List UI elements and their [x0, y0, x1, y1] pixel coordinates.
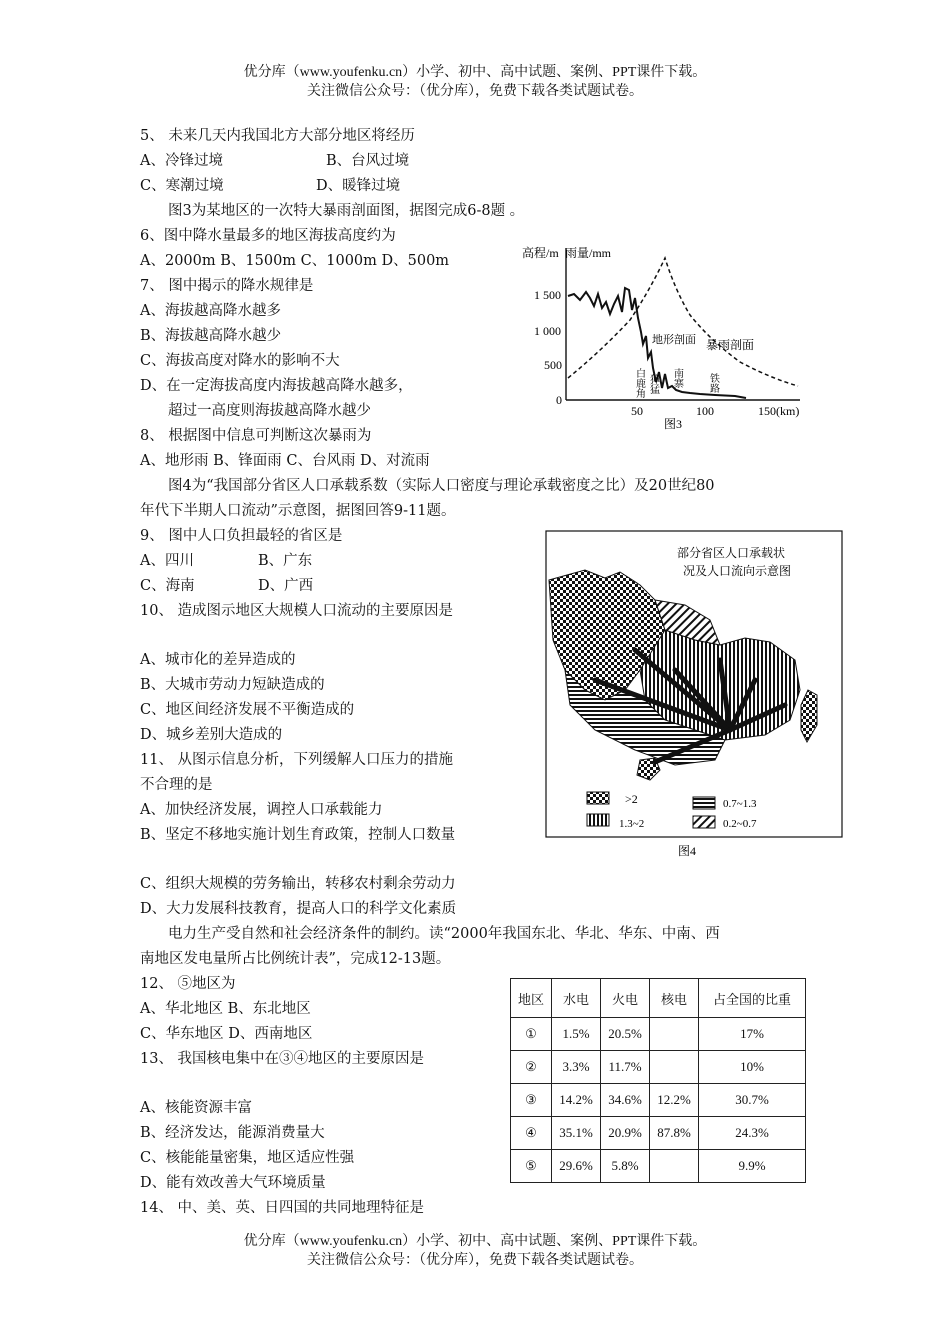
table-cell: ⑤ [511, 1150, 552, 1183]
q5-option-a: A、冷锋过境 [140, 153, 223, 169]
table-row [511, 1117, 806, 1150]
fig4-legend-swatch-1 [587, 792, 609, 804]
table-cell: ① [511, 1018, 552, 1051]
intro-9-11-line1: 图4为“我国部分省区人口承载系数（实际人口密度与理论承载密度之比）及20世纪80 [168, 478, 715, 494]
table-cell: 35.1% [552, 1117, 601, 1150]
header-line-1: 优分库（www.youfenku.cn）小学、初中、高中试题、案例、PPT课件下载。 [243, 65, 707, 80]
table-cell: 9.9% [699, 1150, 806, 1183]
q13-option-b: B、经济发达，能源消费量大 [140, 1125, 325, 1141]
fig4-legend-label-2: 0.7~1.3 [723, 798, 757, 810]
fig3-xtick-150: 150(km) [758, 404, 800, 418]
q7-stem: 7、 图中揭示的降水规律是 [140, 278, 314, 294]
fig3-ylabel-elevation: 高程/m [522, 246, 559, 260]
q11-option-a: A、加快经济发展，调控人口承载能力 [140, 802, 383, 818]
table-cell: ② [511, 1051, 552, 1084]
table-cell: ③ [511, 1084, 552, 1117]
header-line-2: 关注微信公众号：（优分库），免费下载各类试题试卷。 [307, 84, 643, 99]
q12-stem: 12、 ⑤地区为 [140, 976, 236, 992]
fig4-caption: 图4 [678, 844, 697, 858]
q11-option-c: C、组织大规模的劳务输出，转移农村剩余劳动力 [140, 876, 456, 892]
q9-option-a: A、四川 [140, 553, 194, 569]
table-cell: 10% [699, 1051, 806, 1084]
table-cell: 34.6% [601, 1084, 650, 1117]
q9-option-c: C、海南 [140, 578, 195, 594]
fig4-title-line1: 部分省区人口承载状 [677, 546, 786, 560]
q13-option-d: D、能有效改善大气环境质量 [140, 1175, 326, 1191]
fig3-xtick-50: 50 [631, 404, 643, 418]
table-header-cell: 火电 [601, 979, 650, 1018]
table-row [511, 1084, 806, 1117]
table-cell: 17% [699, 1018, 806, 1051]
table-cell: 14.2% [552, 1084, 601, 1117]
q8-stem: 8、 根据图中信息可判断这次暴雨为 [140, 428, 372, 444]
table-cell: 20.9% [601, 1117, 650, 1150]
fig3-caption: 图3 [664, 417, 683, 431]
q13-option-c: C、核能能量密集，地区适应性强 [140, 1150, 355, 1166]
footer-line-1: 优分库（www.youfenku.cn）小学、初中、高中试题、案例、PPT课件下载。 [243, 1234, 707, 1249]
q5-option-b: B、台风过境 [326, 153, 410, 169]
table-header-cell: 地区 [511, 979, 552, 1018]
q10-option-b: B、大城市劳动力短缺造成的 [140, 677, 325, 693]
q5-option-c: C、寒潮过境 [140, 178, 224, 194]
q7-option-d-cont: 超过一高度则海拔越高降水越少 [168, 403, 371, 419]
table-cell: 11.7% [601, 1051, 650, 1084]
intro-12-13-line1: 电力生产受自然和社会经济条件的制约。读“2000年我国东北、华北、华东、中南、西 [168, 926, 720, 942]
table-cell [650, 1018, 699, 1051]
fig4-legend-swatch-3 [587, 814, 609, 826]
fig3-ylabel-rain: 雨量/mm [565, 246, 612, 260]
q5-option-d: D、暖锋过境 [316, 178, 401, 194]
intro-9-11-line2: 年代下半期人口流动”示意图，据图回答9-11题。 [140, 503, 456, 519]
figure-3-rainstorm-profile [510, 240, 810, 435]
table-cell: 12.2% [650, 1084, 699, 1117]
fig3-ytick-500: 500 [544, 358, 562, 372]
table-header-row [511, 979, 806, 1018]
fig3-xtick-100: 100 [696, 404, 714, 418]
q8-options: A、地形雨 B、锋面雨 C、台风雨 D、对流雨 [140, 453, 430, 469]
figure-4-population-map [545, 530, 845, 860]
q10-stem: 10、 造成图示地区大规模人口流动的主要原因是 [140, 603, 454, 619]
table-row [511, 1051, 806, 1084]
table-cell: 20.5% [601, 1018, 650, 1051]
q10-option-d: D、城乡差别大造成的 [140, 727, 283, 743]
fig4-title-line2: 况及人口流向示意图 [683, 564, 792, 578]
table-cell: 29.6% [552, 1150, 601, 1183]
table-header-cell: 水电 [552, 979, 601, 1018]
q11-option-d: D、大力发展科技教育，提高人口的科学文化素质 [140, 901, 457, 917]
power-generation-table [510, 978, 806, 1183]
table-cell [650, 1150, 699, 1183]
q12-options-cd: C、华东地区 D、西南地区 [140, 1026, 313, 1042]
fig3-place-2: 獐猛 [647, 374, 659, 394]
q7-option-d: D、在一定海拔高度内海拔越高降水越多， [140, 378, 413, 394]
fig3-label-storm: 暴雨剖面 [706, 338, 755, 352]
fig3-place-nanzhai: 南寨 [671, 368, 683, 388]
q7-option-a: A、海拔越高降水越多 [140, 303, 281, 319]
q13-option-a: A、核能资源丰富 [140, 1100, 252, 1116]
table-header-cell: 占全国的比重 [699, 979, 806, 1018]
table-row [511, 1018, 806, 1051]
fig4-legend-swatch-4 [693, 816, 715, 828]
q11-stem-cont: 不合理的是 [140, 777, 213, 793]
q6-stem: 6、图中降水量最多的地区海拔高度约为 [140, 228, 396, 244]
q10-option-c: C、地区间经济发展不平衡造成的 [140, 702, 355, 718]
q11-option-b: B、坚定不移地实施计划生育政策，控制人口数量 [140, 827, 456, 843]
table-row [511, 1150, 806, 1183]
fig4-legend-label-1: >2 [625, 792, 638, 806]
q9-option-b: B、广东 [258, 553, 313, 569]
q6-options: A、2000m B、1500m C、1000m D、500m [140, 253, 450, 269]
q11-stem: 11、 从图示信息分析，下列缓解人口压力的措施 [140, 752, 454, 768]
table-cell: ④ [511, 1117, 552, 1150]
q13-stem: 13、 我国核电集中在③④地区的主要原因是 [140, 1051, 425, 1067]
table-cell: 87.8% [650, 1117, 699, 1150]
footer-line-2: 关注微信公众号：（优分库），免费下载各类试题试卷。 [307, 1253, 643, 1268]
fig4-legend-swatch-2 [693, 797, 715, 809]
table-cell: 5.8% [601, 1150, 650, 1183]
q9-option-d: D、广西 [258, 578, 314, 594]
q14-stem: 14、 中、美、英、日四国的共同地理特征是 [140, 1200, 425, 1216]
intro-12-13-line2: 南地区发电量所占比例统计表”，完成12-13题。 [140, 951, 451, 967]
fig3-ytick-0: 0 [556, 393, 562, 407]
fig4-legend-label-3: 1.3~2 [619, 818, 645, 830]
q5-stem: 5、 未来几天内我国北方大部分地区将经历 [140, 128, 415, 144]
q7-option-b: B、海拔越高降水越少 [140, 328, 282, 344]
intro-6-8: 图3为某地区的一次特大暴雨剖面图，据图完成6-8题 。 [168, 203, 525, 219]
fig3-place-bailujiao: 白鹿角 [633, 368, 645, 398]
table-cell: 30.7% [699, 1084, 806, 1117]
table-cell: 24.3% [699, 1117, 806, 1150]
fig4-legend-label-4: 0.2~0.7 [723, 818, 757, 830]
table-cell [650, 1051, 699, 1084]
q10-option-a: A、城市化的差异造成的 [140, 652, 296, 668]
table-cell: 3.3% [552, 1051, 601, 1084]
table-header-cell: 核电 [650, 979, 699, 1018]
fig3-ytick-1000: 1 000 [534, 324, 561, 338]
q9-stem: 9、 图中人口负担最轻的省区是 [140, 528, 343, 544]
q12-options-ab: A、华北地区 B、东北地区 [140, 1001, 311, 1017]
q7-option-c: C、海拔高度对降水的影响不大 [140, 353, 340, 369]
fig3-ytick-1500: 1 500 [534, 288, 561, 302]
fig3-place-railway: 铁路 [707, 373, 719, 393]
fig3-label-terrain: 地形剖面 [652, 334, 696, 346]
table-cell: 1.5% [552, 1018, 601, 1051]
fig3-storm-curve [568, 258, 798, 386]
